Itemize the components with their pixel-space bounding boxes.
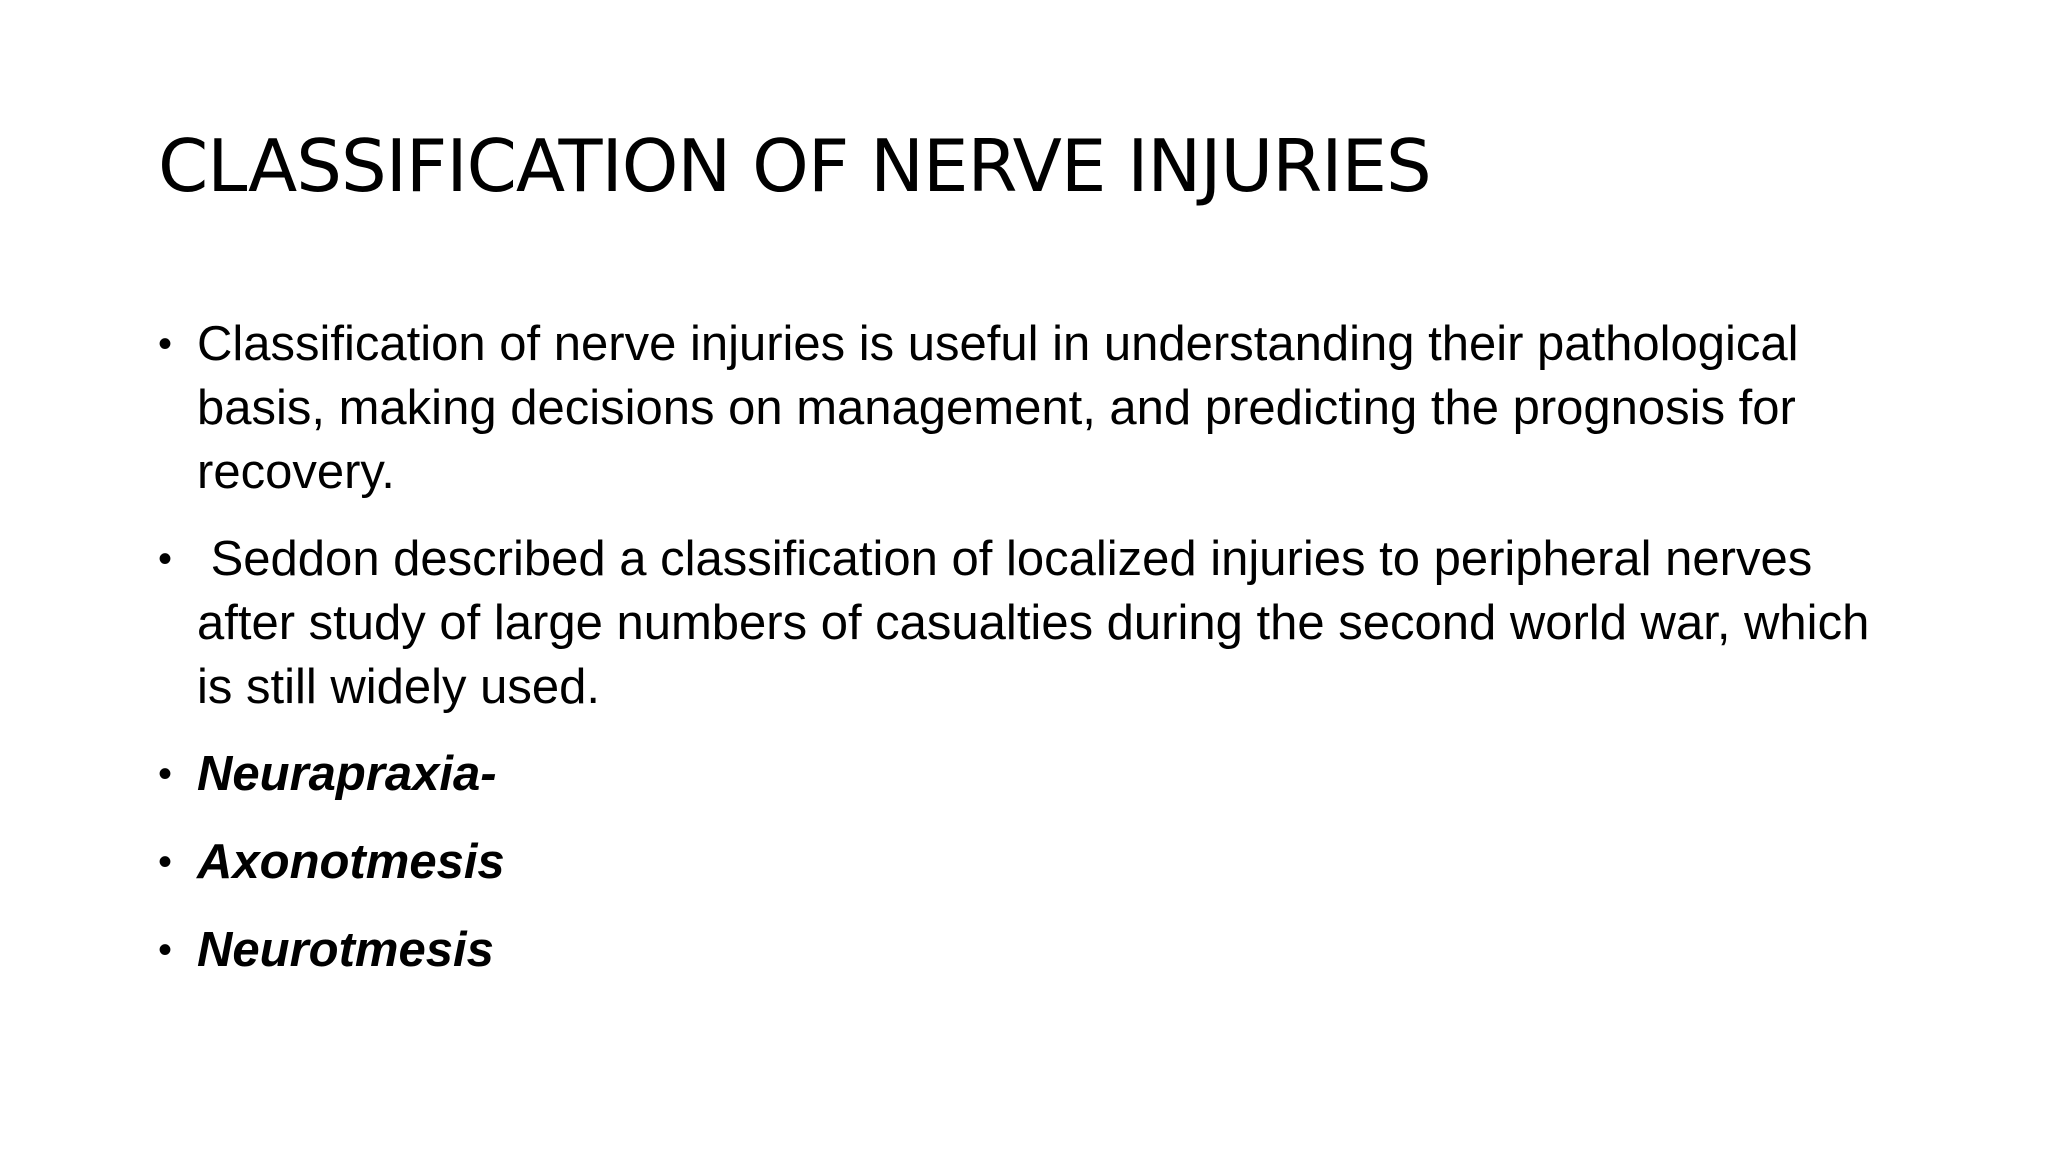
bullet-item-axonotmesis <box>158 830 1918 894</box>
bullet-list <box>158 312 1918 1006</box>
bullet-dot-icon: • <box>158 752 173 796</box>
bullet-dot-icon: • <box>158 537 173 581</box>
bullet-text: Classification of nerve injuries is useful in understanding their pathological basis, making decisions on management, and predicting the prognosis for recovery. <box>197 317 1799 499</box>
bullet-item-neurapraxia <box>158 742 1918 806</box>
bullet-term-neurapraxia: Neurapraxia- <box>197 747 497 801</box>
bullet-dot-icon: • <box>158 928 173 972</box>
bullet-term-neurotmesis: Neurotmesis <box>197 923 494 977</box>
bullet-text: Seddon described a classification of localized injuries to peripheral nerves after study of large numbers of casualties during the second world war, which is still widely used. <box>197 532 1883 714</box>
bullet-item-seddon-classification <box>158 527 1918 719</box>
bullet-item-classification-usefulness <box>158 312 1918 504</box>
slide-title: CLASSIFICATION OF NERVE INJURIES <box>158 124 1431 208</box>
bullet-item-neurotmesis <box>158 918 1918 982</box>
bullet-term-axonotmesis: Axonotmesis <box>197 835 505 889</box>
bullet-dot-icon: • <box>158 322 173 366</box>
bullet-dot-icon: • <box>158 840 173 884</box>
